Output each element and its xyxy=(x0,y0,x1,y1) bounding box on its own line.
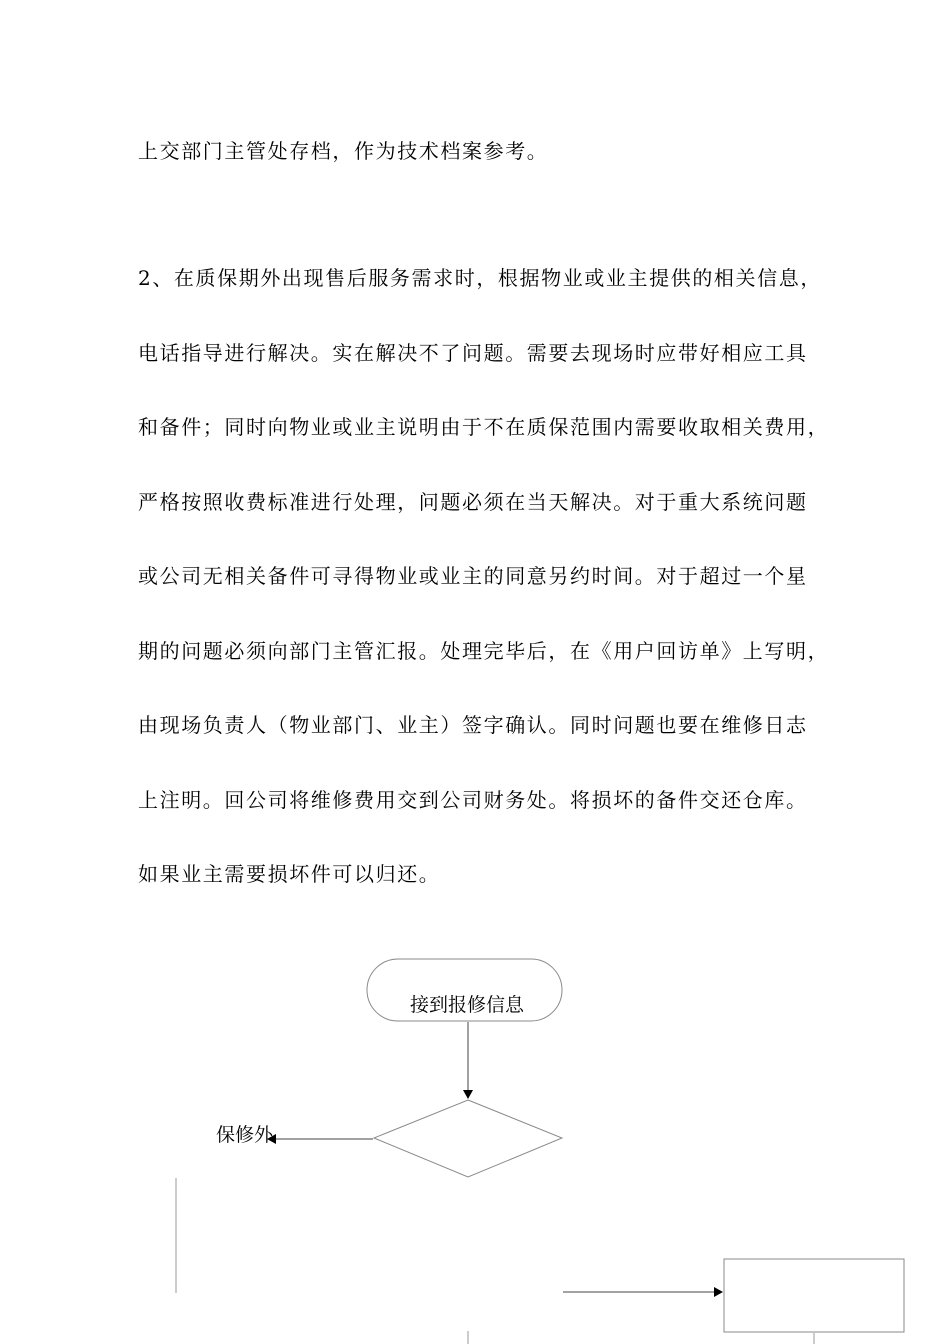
paragraph-line: 或公司无相关备件可寻得物业或业主的同意另约时间。对于超过一个星 xyxy=(138,564,808,588)
paragraph-line: 2、在质保期外出现售后服务需求时，根据物业或业主提供的相关信息， xyxy=(138,266,822,290)
paragraph-line: 期的问题必须向部门主管汇报。处理完毕后，在《用户回访单》上写明， xyxy=(138,639,830,663)
paragraph-line: 由现场负责人（物业部门、业主）签字确认。同时问题也要在维修日志 xyxy=(138,713,808,737)
paragraph-line: 上注明。回公司将维修费用交到公司财务处。将损坏的备件交还仓库。 xyxy=(138,788,808,812)
process-box xyxy=(724,1259,904,1332)
paragraph-line: 电话指导进行解决。实在解决不了问题。需要去现场时应带好相应工具 xyxy=(138,341,808,365)
paragraph-line: 和备件；同时向物业或业主说明由于不在质保范围内需要收取相关费用， xyxy=(138,415,830,439)
paragraph-line: 上交部门主管处存档，作为技术档案参考。 xyxy=(138,139,549,163)
paragraph-line: 严格按照收费标准进行处理，问题必须在当天解决。对于重大系统问题 xyxy=(138,490,808,514)
out-of-warranty-label: 保修外 xyxy=(216,1124,274,1146)
start-label: 接到报修信息 xyxy=(409,994,525,1016)
paragraph-line: 如果业主需要损坏件可以归还。 xyxy=(138,862,441,886)
decision-diamond xyxy=(374,1100,562,1177)
